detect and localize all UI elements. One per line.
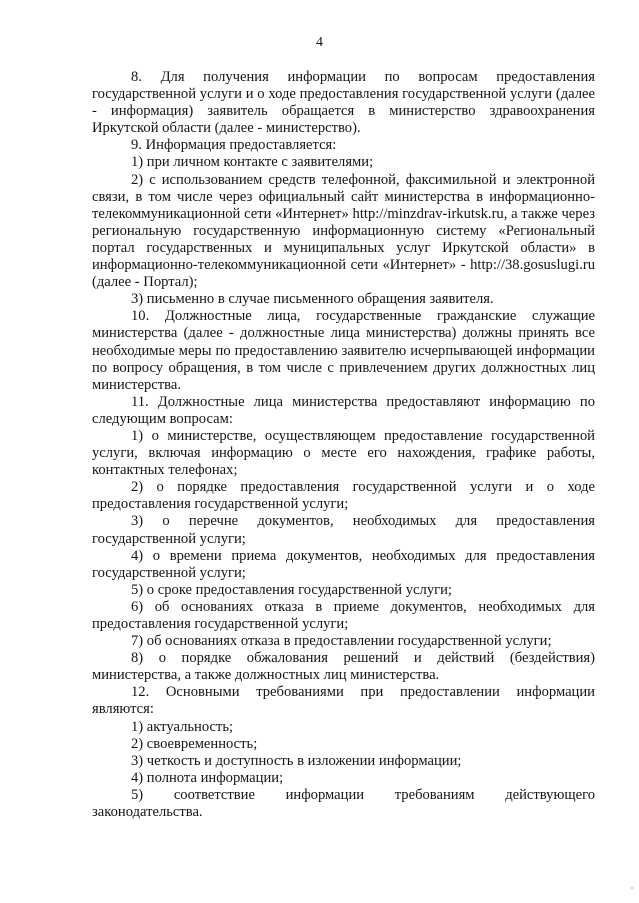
list-item-refusal-documents: 6) об основаниях отказа в приеме документов, необходимых для предоставления государственной услуги; — [92, 598, 595, 632]
list-item-completeness: 4) полнота информации; — [131, 769, 284, 786]
list-item-appeal: 8) о порядке обжалования решений и действий (бездействия) министерства, а также должностных лиц министерства. — [92, 650, 595, 684]
list-item-timeliness: 2) своевременность; — [131, 735, 258, 752]
list-item-deadline: 5) о сроке предоставления государственной услуги; — [131, 581, 452, 598]
paragraph-11-topics: 11. Должностные лица министерства предоставляют информацию по следующим вопросам: — [92, 393, 595, 427]
page-number: 4 — [316, 35, 323, 50]
list-item-clarity: 3) четкость и доступность в изложении информации; — [131, 752, 462, 769]
paragraph-9-info-provided: 9. Информация предоставляется: — [131, 137, 337, 154]
paragraph-10-officials: 10. Должностные лица, государственные гражданские служащие министерства (далее - должностные лица министерства) должны принять все необходимые меры по предоставлению заявителю исчерпывающей информации по вопросу обращения, в том числе с привлечением других должностных лиц министерства. — [92, 308, 595, 393]
list-item-procedure: 2) о порядке предоставления государственной услуги и о ходе предоставления государственной услуги; — [92, 479, 595, 513]
paragraph-8-info-request: 8. Для получения информации по вопросам предоставления государственной услуги и о ходе предоставления государственной услуги (далее - информация) заявитель обращается в министерство здравоохранения Иркутской области (далее - министерство). — [92, 69, 595, 137]
list-item-telecom-channels: 2) с использованием средств телефонной, факсимильной и электронной связи, в том числе через официальный сайт министерства в информационно-телекоммуникационной сети «Интернет» http://minzdrav-irkutsk.ru, а также через региональную государственную информационную систему «Региональный портал государственных и муниципальных услуг Иркутской области» в информационно-телекоммуникационной сети «Интернет» - http://38.gosuslugi.ru (далее - Портал); — [92, 171, 595, 291]
list-item-written-request: 3) письменно в случае письменного обращения заявителя. — [131, 291, 494, 308]
list-item-compliance: 5) соответствие информации требованиям действующего законодательства. — [92, 786, 595, 821]
list-item-personal-contact: 1) при личном контакте с заявителями; — [131, 154, 374, 171]
document-body — [92, 69, 595, 821]
list-item-relevance: 1) актуальность; — [131, 718, 234, 735]
list-item-about-ministry: 1) о министерстве, осуществляющем предоставление государственной услуги, включая информацию о месте его нахождения, графике работы, контактных телефонах; — [92, 427, 595, 479]
paragraph-12-requirements: 12. Основными требованиями при предоставлении информации являются: — [92, 684, 595, 718]
list-item-refusal-service: 7) об основаниях отказа в предоставлении государственной услуги; — [131, 633, 552, 650]
list-item-documents-list: 3) о перечне документов, необходимых для предоставления государственной услуги; — [92, 513, 595, 547]
scan-artifact-dot — [631, 887, 633, 889]
list-item-reception-time: 4) о времени приема документов, необходимых для предоставления государственной услуги; — [92, 547, 595, 581]
